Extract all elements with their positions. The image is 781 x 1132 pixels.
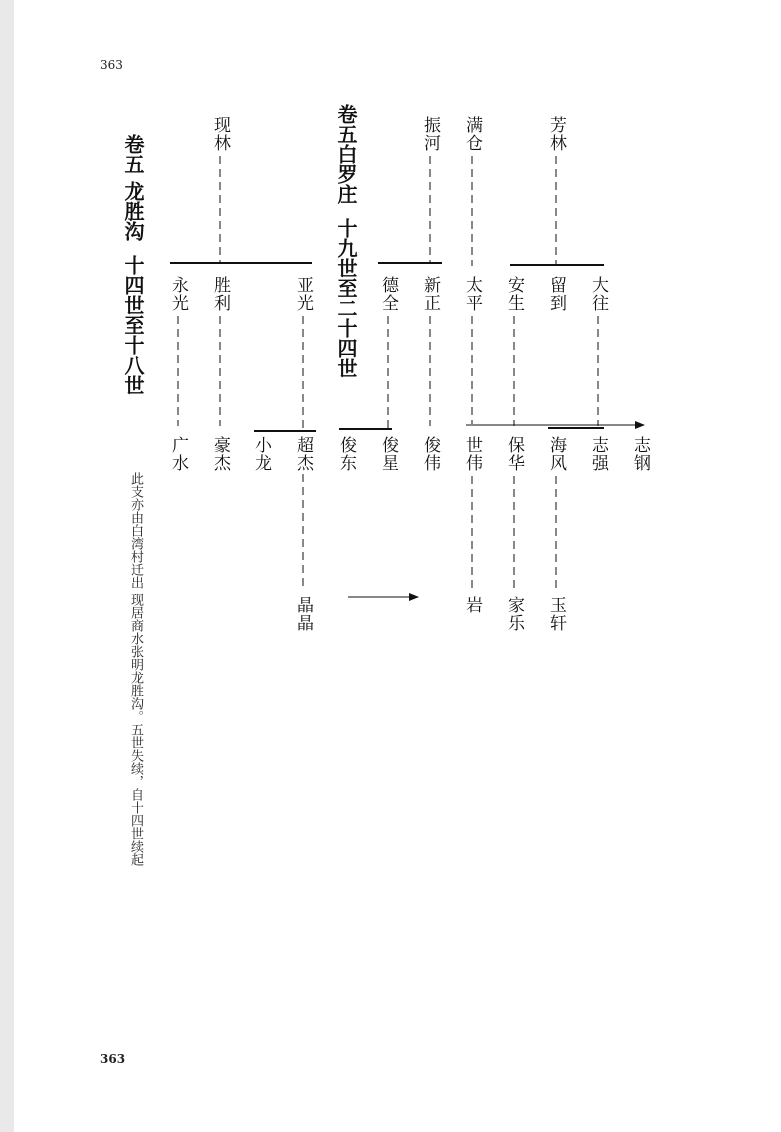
person-fanglin: 芳林 xyxy=(546,116,566,152)
person-xiaolong: 小龙 xyxy=(251,436,271,472)
person-yongguang: 永光 xyxy=(168,276,188,312)
person-manchang: 满仓 xyxy=(462,116,482,152)
person-shiwei: 世伟 xyxy=(462,436,482,472)
person-zhenhe: 振河 xyxy=(420,116,440,152)
person-jundong: 俊东 xyxy=(336,436,356,472)
section-heading-bailuozhuang: 卷五白罗庄 十九世至二十四世 xyxy=(334,104,358,378)
person-haifeng: 海风 xyxy=(546,436,566,472)
person-junwei: 俊伟 xyxy=(420,436,440,472)
page-number-top: 363 xyxy=(100,58,123,72)
person-haojie: 豪杰 xyxy=(210,436,230,472)
person-chaojie: 超杰 xyxy=(293,436,313,472)
person-xinzheng: 新正 xyxy=(420,276,440,312)
person-shengli: 胜利 xyxy=(210,276,230,312)
person-taiping: 太平 xyxy=(462,276,482,312)
page-number-bottom: 363 xyxy=(100,1052,126,1066)
person-baohua: 保华 xyxy=(504,436,524,472)
person-jiale: 家乐 xyxy=(504,596,524,632)
person-guangshui: 广水 xyxy=(168,436,188,472)
section-heading-longshenggou: 卷五 龙胜沟 十四世至十八世 xyxy=(121,134,145,395)
person-liudao: 留到 xyxy=(546,276,566,312)
person-yaguang: 亚光 xyxy=(293,276,313,312)
person-dawang: 大往 xyxy=(588,276,608,312)
person-xianlin: 现林 xyxy=(210,116,230,152)
migration-note: 此支亦由白湾村迁出 现居商水张明龙胜沟。五世失续，自十四世续起 xyxy=(128,472,143,867)
person-ansheng: 安生 xyxy=(504,276,524,312)
document-page xyxy=(14,0,781,1132)
person-yuxuan: 玉轩 xyxy=(546,596,566,632)
person-zhigang: 志钢 xyxy=(630,436,650,472)
genealogy-lines xyxy=(14,0,781,1132)
person-zhiqiang: 志强 xyxy=(588,436,608,472)
person-yan: 岩 xyxy=(462,596,482,614)
person-dequan: 德全 xyxy=(378,276,398,312)
person-jingjing: 晶晶 xyxy=(293,596,313,632)
person-junxing: 俊星 xyxy=(378,436,398,472)
